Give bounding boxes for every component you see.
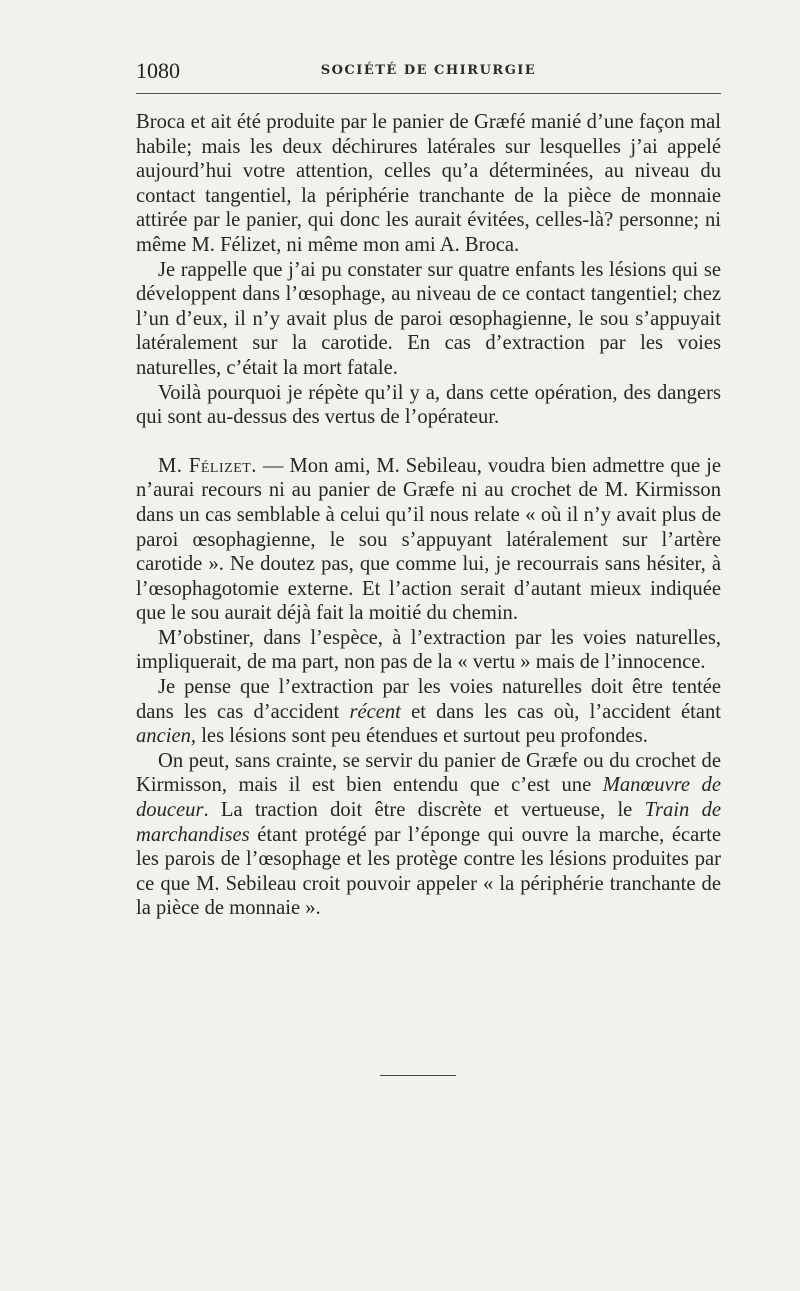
paragraph-5: M’obstiner, dans l’espèce, à l’extraction par les voies naturelles, impliquerait, de ma part, non pas de la « vertu » mais de l’innocence. [136, 626, 721, 674]
paragraph-4 [136, 454, 721, 626]
paragraph-6-part-b: et dans les cas où, l’accident étant [400, 700, 721, 723]
paragraph-6-part-c: , les lésions sont peu étendues et surtout peu profondes. [190, 725, 648, 748]
paragraph-2: Je rappelle que j’ai pu constater sur quatre enfants les lésions qui se développent dans l’œsophage, au niveau de ce contact tangentiel; chez l’un d’eux, il n’y avait plus de paroi œsophagienne, le sou s’appuyait latéralement sur la carotide. En cas d’extraction par les voies naturelles, c’était la mort fatale. [136, 258, 721, 379]
paragraph-6 [136, 675, 721, 749]
paragraph-1: Broca et ait été produite par le panier de Græfé manié d’une façon mal habile; mais les deux déchirures latérales sur lesquelles j’ai appelé aujourd’hui votre attention, celles qu’a déterminées, au niveau du contact tangentiel, la périphérie tranchante de la pièce de monnaie attirée par le panier, qui donc les aurait évitées, celles-là? personne; ni même M. Félizet, ni même mon ami A. Broca. [136, 111, 721, 256]
section-end-rule [380, 1075, 456, 1076]
paragraph-4-text: — Mon ami, M. Sebileau, voudra bien admettre que je n’aurai recours ni au panier de Græfe ni au crochet de M. Kirmisson dans un cas semblable à celui qu’il nous relate « où il n’y avait plus de paroi œsophagienne, le sou s’appuyant latéralement sur l’artère carotide ». Ne doutez pas, que comme lui, je recourrais sans hésiter, à l’œsophagotomie externe. Et l’action serait d’autant mieux indiquée que le sou aurait déjà fait la moitié du chemin. [136, 454, 721, 625]
paragraph-7-part-a: On peut, sans crainte, se servir du panier de Græfe ou du crochet de Kirmisson, mais il est bien entendu que c’est une [136, 749, 721, 797]
paragraph-7-part-b: . La traction doit être discrète et vertueuse, le [203, 799, 645, 822]
paragraph-3: Voilà pourquoi je répète qu’il y a, dans cette opération, des dangers qui sont au-dessus des vertus de l’opérateur. [136, 381, 721, 429]
paragraph-7-part-c: étant protégé par l’éponge qui ouvre la marche, écarte les parois de l’œsophage et les protège contre les lésions produites par ce que M. Sebileau croit pouvoir appeler « la périphérie tranchante de la pièce de monnaie ». [136, 823, 721, 920]
speaker-name: M. Félizet. [158, 454, 257, 477]
paragraph-7 [136, 749, 721, 921]
italic-ancien: ancien [136, 725, 191, 748]
italic-manoeuvre: Manœuvre de douceur [136, 774, 721, 822]
paragraph-6-part-a: Je pense que l’extraction par les voies naturelles doit être tentée dans les cas d’accident [136, 676, 721, 723]
page-header [136, 54, 721, 90]
body-text [136, 110, 721, 921]
italic-recent: récent [349, 700, 401, 723]
page-number: 1080 [136, 58, 180, 83]
running-head: SOCIÉTÉ DE CHIRURGIE [320, 63, 537, 78]
italic-train: Train de marchandises [136, 799, 722, 846]
header-rule [136, 93, 721, 94]
